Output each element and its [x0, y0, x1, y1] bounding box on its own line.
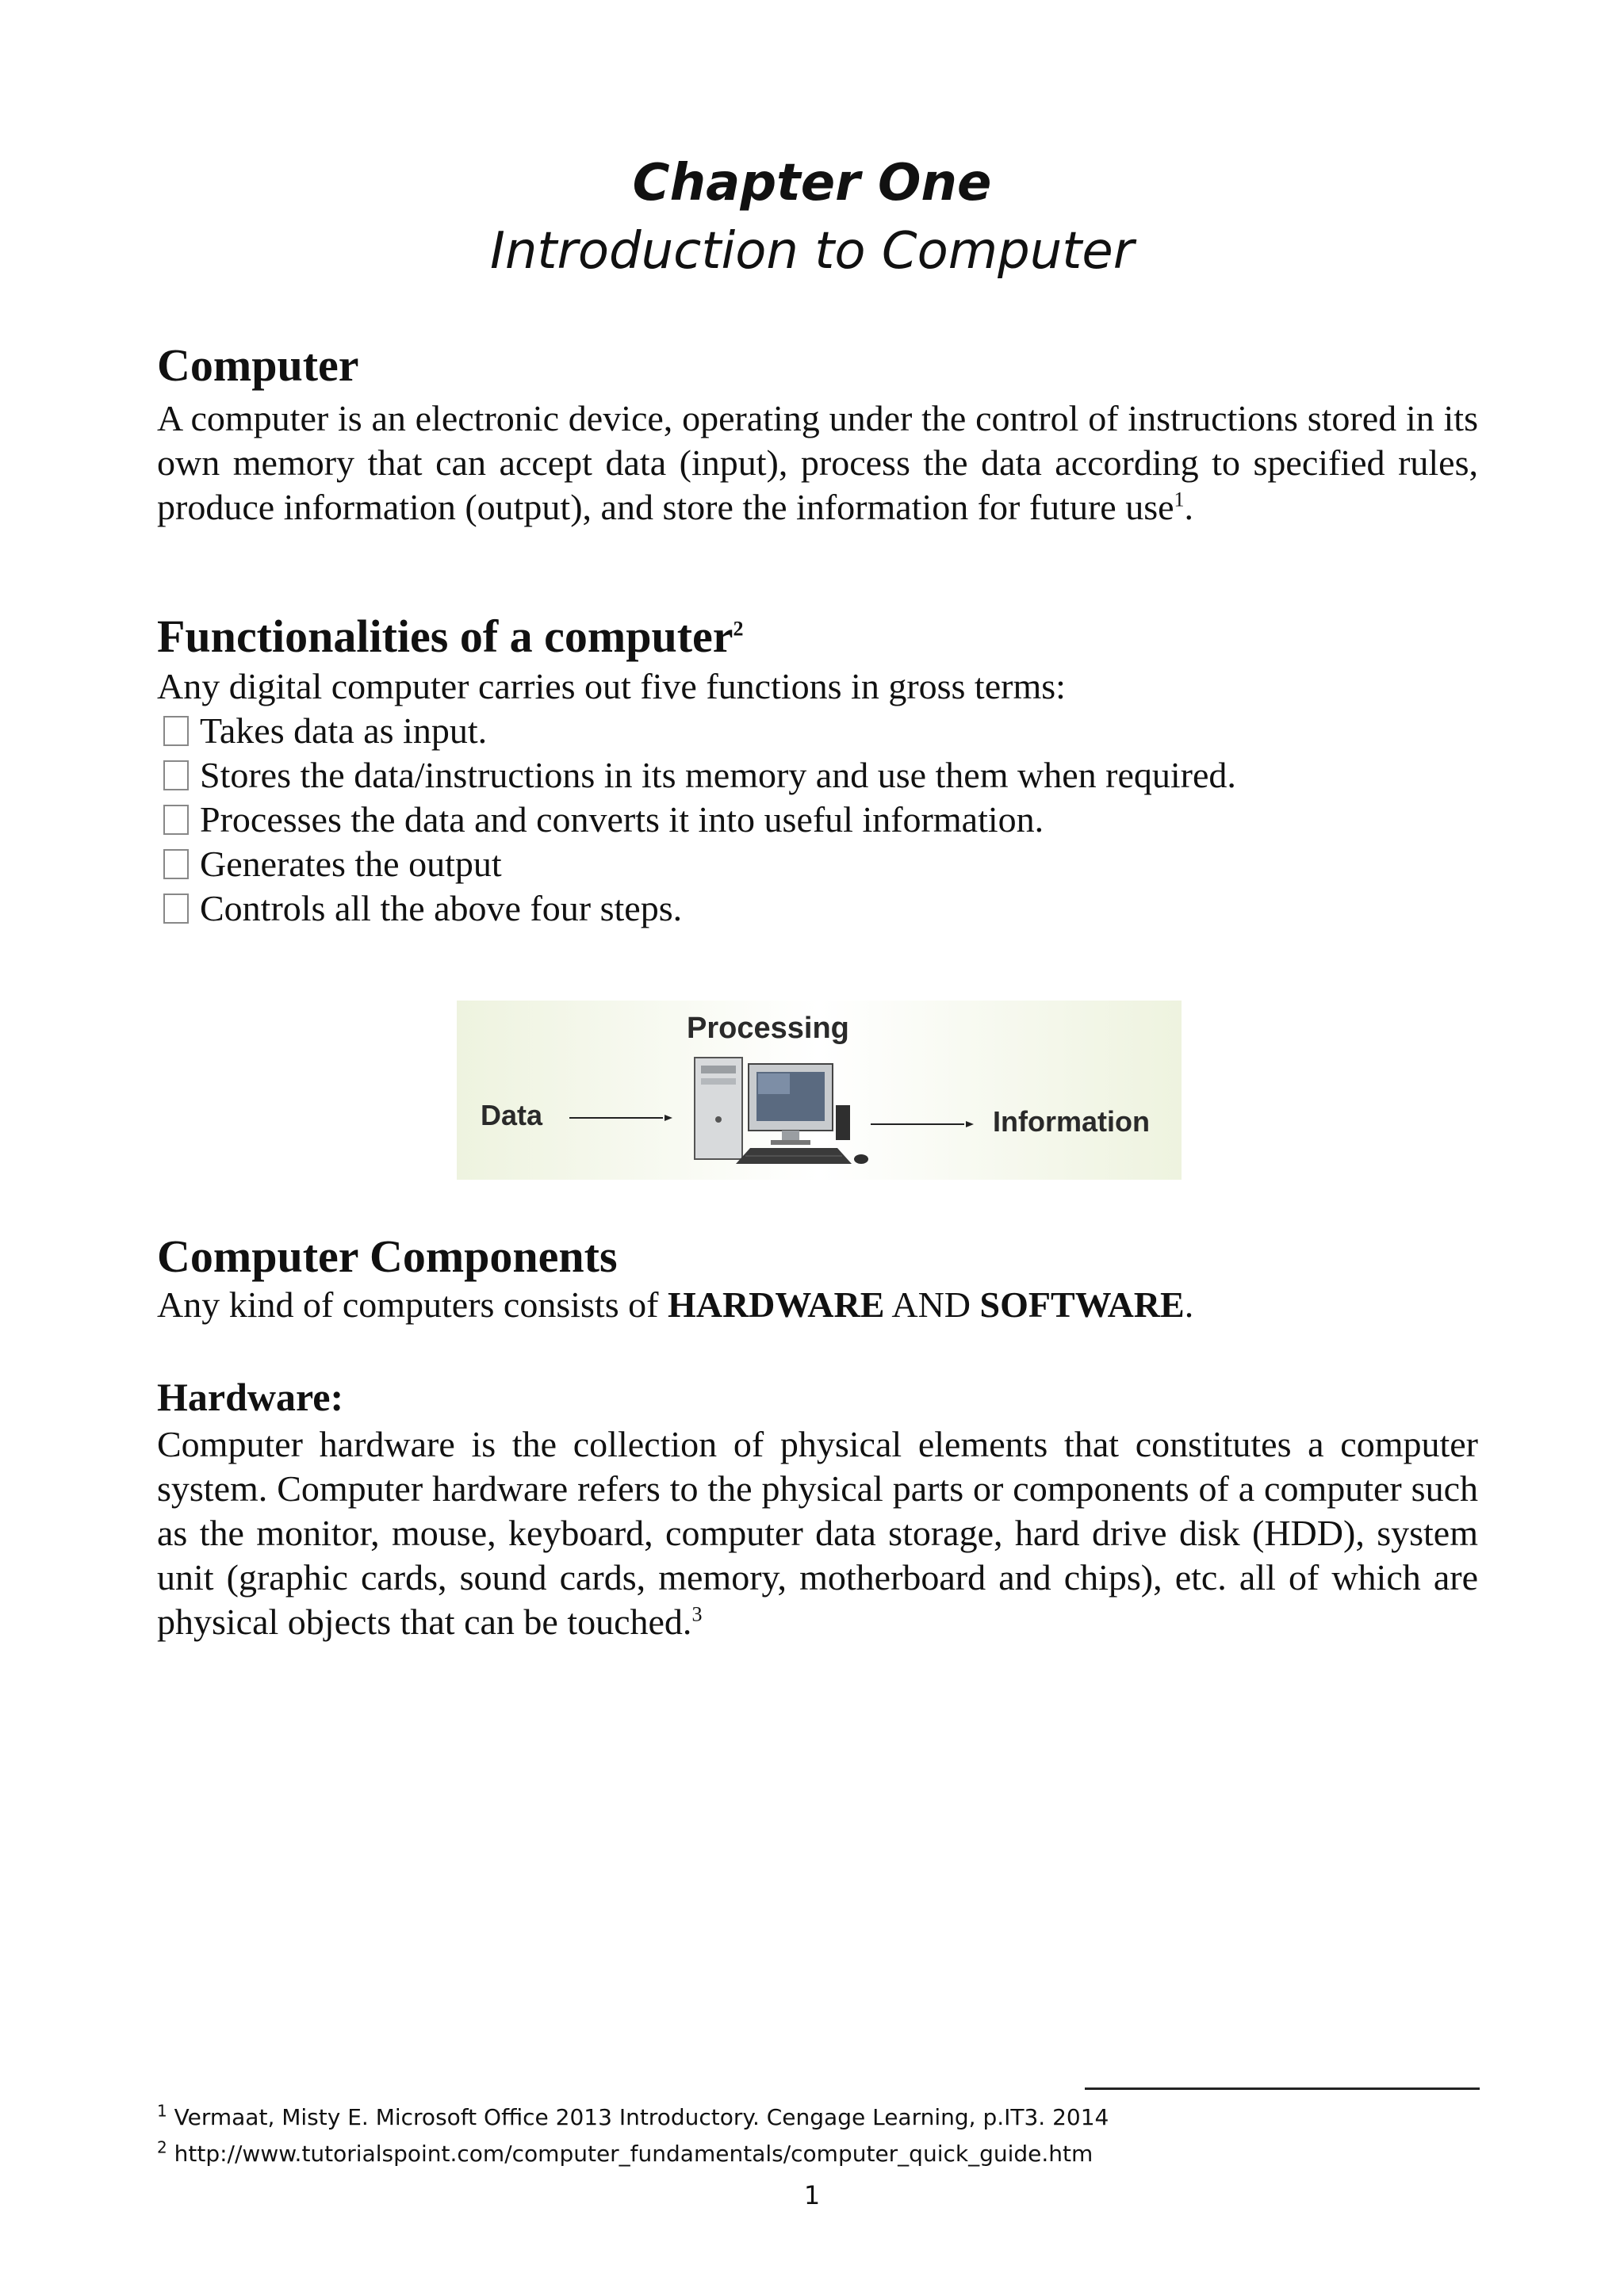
footnote-ref-2[interactable]: 2 [733, 617, 744, 641]
hardware-keyword: HARDWARE [667, 1284, 885, 1325]
footnote-1-number: 1 [157, 2101, 167, 2121]
list-item [157, 842, 1478, 886]
footnote-separator [1085, 2087, 1480, 2090]
list-item [157, 709, 1478, 753]
diagram-graphics [457, 1001, 1182, 1180]
section-heading-components: Computer Components [157, 1230, 618, 1282]
components-text-before: Any kind of computers consists of [157, 1284, 668, 1325]
list-item-text: Generates the output [200, 844, 502, 884]
section-components [157, 1230, 1478, 1327]
computer-icon [695, 1058, 868, 1164]
bullet-box-icon [163, 805, 189, 835]
functionalities-heading-text: Functionalities of a computer [157, 610, 733, 662]
list-item [157, 886, 1478, 931]
footnote-2 [157, 2136, 1505, 2172]
section-heading-hardware: Hardware: [157, 1375, 344, 1419]
functionalities-intro: Any digital computer carries out five functions in gross terms: [157, 666, 1066, 706]
section-heading-functionalities [157, 610, 1478, 663]
list-item [157, 753, 1478, 798]
footnote-ref-3[interactable]: 3 [691, 1602, 703, 1626]
software-keyword: SOFTWARE [979, 1284, 1185, 1325]
section-computer [157, 339, 1478, 530]
chapter-heading: Chapter One [632, 154, 992, 212]
section-functionalities [157, 610, 1478, 931]
footnote-2-number: 2 [157, 2137, 167, 2157]
components-text [157, 1283, 1478, 1327]
bullet-box-icon [163, 716, 189, 746]
section-hardware [157, 1373, 1478, 1644]
footnotes [157, 2099, 1505, 2172]
data-processing-diagram [457, 1001, 1182, 1180]
computer-definition-text: A computer is an electronic device, operating under the control of instructions stored in its own memory that can accept data (input), process the data according to specified rules, produce information (output), and store the information for future use [157, 398, 1478, 527]
diagram-information-label: Information [993, 1105, 1150, 1138]
chapter-subtitle: Introduction to Computer [489, 222, 1135, 281]
chapter-title-block [0, 149, 1624, 285]
list-item-text: Processes the data and converts it into useful information. [200, 799, 1044, 840]
bullet-box-icon [163, 760, 189, 790]
functionalities-list [157, 709, 1478, 931]
hardware-definition-text: Computer hardware is the collection of physical elements that constitutes a computer system. Computer hardware refers to the physical parts or components of a computer such as the monitor, mouse, keyboard, computer data storage, hard drive disk (HDD), system unit (graphic cards, sound cards, memory, motherboard and chips), etc. all of which are physical objects that can be touched. [157, 1424, 1478, 1642]
list-item-text: Stores the data/instructions in its memory and use them when required. [200, 755, 1236, 795]
footnote-ref-1[interactable]: 1 [1174, 488, 1185, 511]
components-end: . [1184, 1284, 1194, 1325]
diagram-data-label: Data [481, 1099, 543, 1131]
section-heading-computer: Computer [157, 339, 359, 391]
footnote-2-link[interactable]: http://www.tutorialspoint.com/computer_fundamentals/computer_quick_guide.htm [174, 2141, 1094, 2167]
bullet-box-icon [163, 894, 189, 924]
computer-definition-end: . [1184, 487, 1194, 527]
footnote-1-text: Vermaat, Misty E. Microsoft Office 2013 Introductory. Cengage Learning, p.IT3. 2014 [174, 2104, 1109, 2130]
diagram-processing-label: Processing [687, 1012, 849, 1045]
list-item [157, 798, 1478, 842]
list-item-text: Controls all the above four steps. [200, 888, 683, 928]
page-number: 1 [803, 2180, 821, 2210]
computer-definition [157, 396, 1478, 530]
footnote-1 [157, 2099, 1505, 2136]
hardware-definition [157, 1422, 1478, 1644]
bullet-box-icon [163, 849, 189, 879]
list-item-text: Takes data as input. [200, 710, 488, 751]
components-and: AND [884, 1284, 980, 1325]
